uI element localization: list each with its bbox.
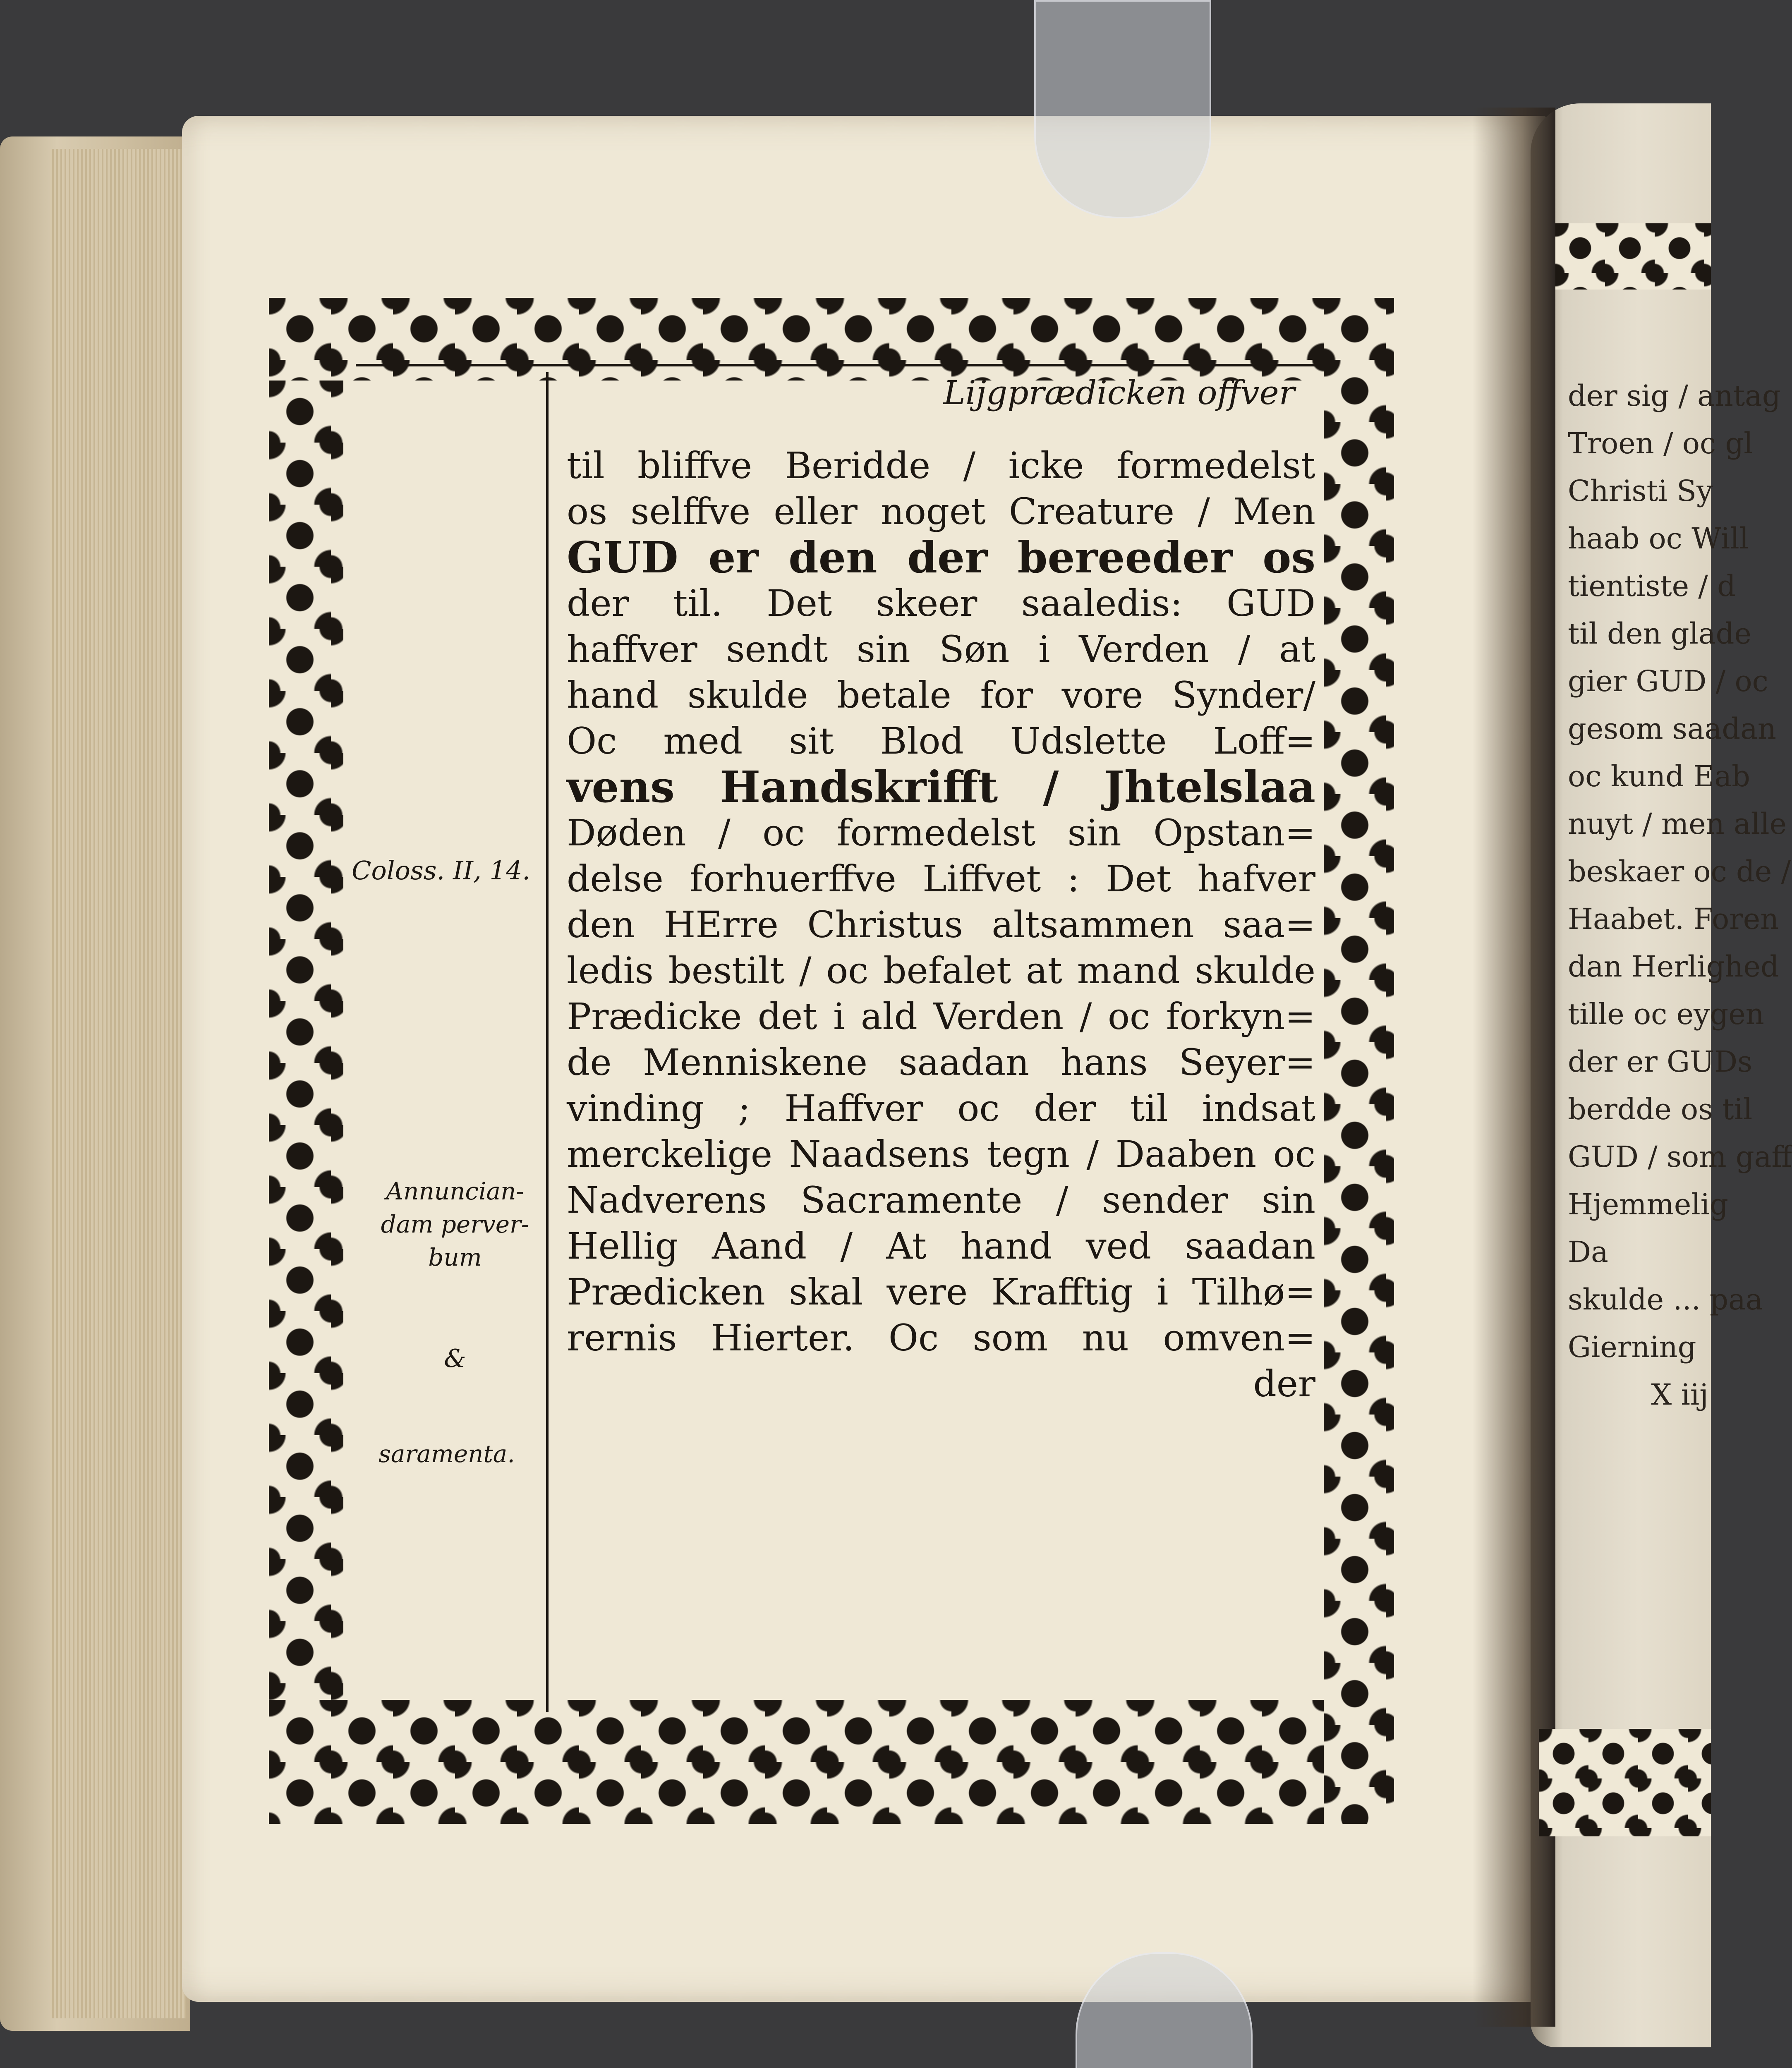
- text-line: os selffve eller noget Creature / Men: [567, 490, 1315, 533]
- text-line: den HErre Christus altsammen saa=: [567, 903, 1315, 946]
- running-title: Lijgprædicken offver: [943, 373, 1295, 412]
- text-line: delse forhuerffve Liffvet : Det hafver: [567, 857, 1315, 900]
- text-line: hand skulde betale for vore Synder/: [567, 674, 1315, 716]
- right-page-text: [1568, 372, 1792, 1696]
- right-text-line: Da: [1568, 1235, 1608, 1269]
- right-text-line: Christi Sy: [1568, 474, 1713, 508]
- text-line: Nadverens Sacramente / sender sin: [567, 1179, 1315, 1221]
- right-text-line: der er GUDs: [1568, 1045, 1753, 1079]
- right-text-line: gier GUD / oc: [1568, 664, 1768, 698]
- text-line: til bliffve Beridde / icke formedelst: [567, 444, 1315, 487]
- text-line: Prædicke det i ald Verden / oc forkyn=: [567, 995, 1315, 1038]
- text-line: de Menniskene saadan hans Seyer=: [567, 1041, 1315, 1084]
- text-line: Prædicken skal vere Krafftig i Tilhø=: [567, 1271, 1315, 1313]
- right-text-line: dan Herlighed: [1568, 950, 1779, 984]
- margin-note-coloss: Coloss. II, 14.: [352, 855, 530, 886]
- right-page-ornament-bottom: [1539, 1729, 1711, 1836]
- text-line: rernis Hierter. Oc som nu omven=: [567, 1316, 1315, 1359]
- right-text-line: til den glade: [1568, 617, 1751, 651]
- text-line: ledis bestilt / oc befalet at mand skulde: [567, 949, 1315, 992]
- right-text-line: haab oc Will: [1568, 522, 1749, 555]
- right-page-ornament-top: [1555, 223, 1711, 290]
- right-text-line: oc kund Eab: [1568, 759, 1750, 793]
- ornament-border-right: [1324, 298, 1394, 1824]
- page-leaves-stack: [50, 149, 186, 2018]
- text-line: merckelige Naadsens tegn / Daaben oc: [567, 1133, 1315, 1175]
- right-text-line: berdde os til: [1568, 1092, 1753, 1126]
- right-text-line: skulde ... paa: [1568, 1283, 1763, 1316]
- text-line: der til. Det skeer saaledis: GUD: [567, 582, 1315, 625]
- right-text-line: gesom saadan: [1568, 712, 1776, 746]
- text-line: vens Handskrifft / Jhtelslaa: [567, 761, 1315, 812]
- right-text-line: nuyt / men alle: [1568, 807, 1787, 841]
- text-line: Oc med sit Blod Udslette Loff=: [567, 720, 1315, 762]
- catchword: der: [1253, 1362, 1315, 1405]
- right-text-line: tille oc eygen: [1568, 997, 1764, 1031]
- right-text-line: Troen / oc gl: [1568, 426, 1753, 460]
- margin-column-rule: [546, 372, 549, 1712]
- right-text-line: GUD / som gaff: [1568, 1140, 1792, 1174]
- margin-note-ampersand: &: [444, 1344, 466, 1373]
- page-clip-top: [1034, 0, 1211, 218]
- text-line: Døden / oc formedelst sin Opstan=: [567, 811, 1315, 854]
- text-line: vinding ; Haffver oc der til indsat: [567, 1087, 1315, 1130]
- right-text-line: Haabet. Foren: [1568, 902, 1779, 936]
- text-line: Hellig Aand / At hand ved saadan: [567, 1225, 1315, 1267]
- right-text-line: der sig / antag: [1568, 379, 1781, 413]
- right-text-line: tientiste / d: [1568, 569, 1736, 603]
- ornament-border-bottom: [269, 1700, 1394, 1824]
- text-line: GUD er den der bereeder os: [567, 532, 1315, 583]
- margin-note-annunciandam: Annuncian-dam perver-bum: [381, 1177, 529, 1271]
- ornament-border-left: [269, 381, 343, 1700]
- text-line: haffver sendt sin Søn i Verden / at: [567, 628, 1315, 670]
- right-text-line: Gierning: [1568, 1330, 1696, 1364]
- right-text-line: beskaer oc de /: [1568, 854, 1791, 888]
- main-text-block: [567, 443, 1315, 1716]
- margin-note-sacramenta: saramenta.: [379, 1440, 515, 1468]
- right-text-line: Hjemmelig: [1568, 1187, 1728, 1221]
- right-page-signature: X iij: [1651, 1378, 1708, 1412]
